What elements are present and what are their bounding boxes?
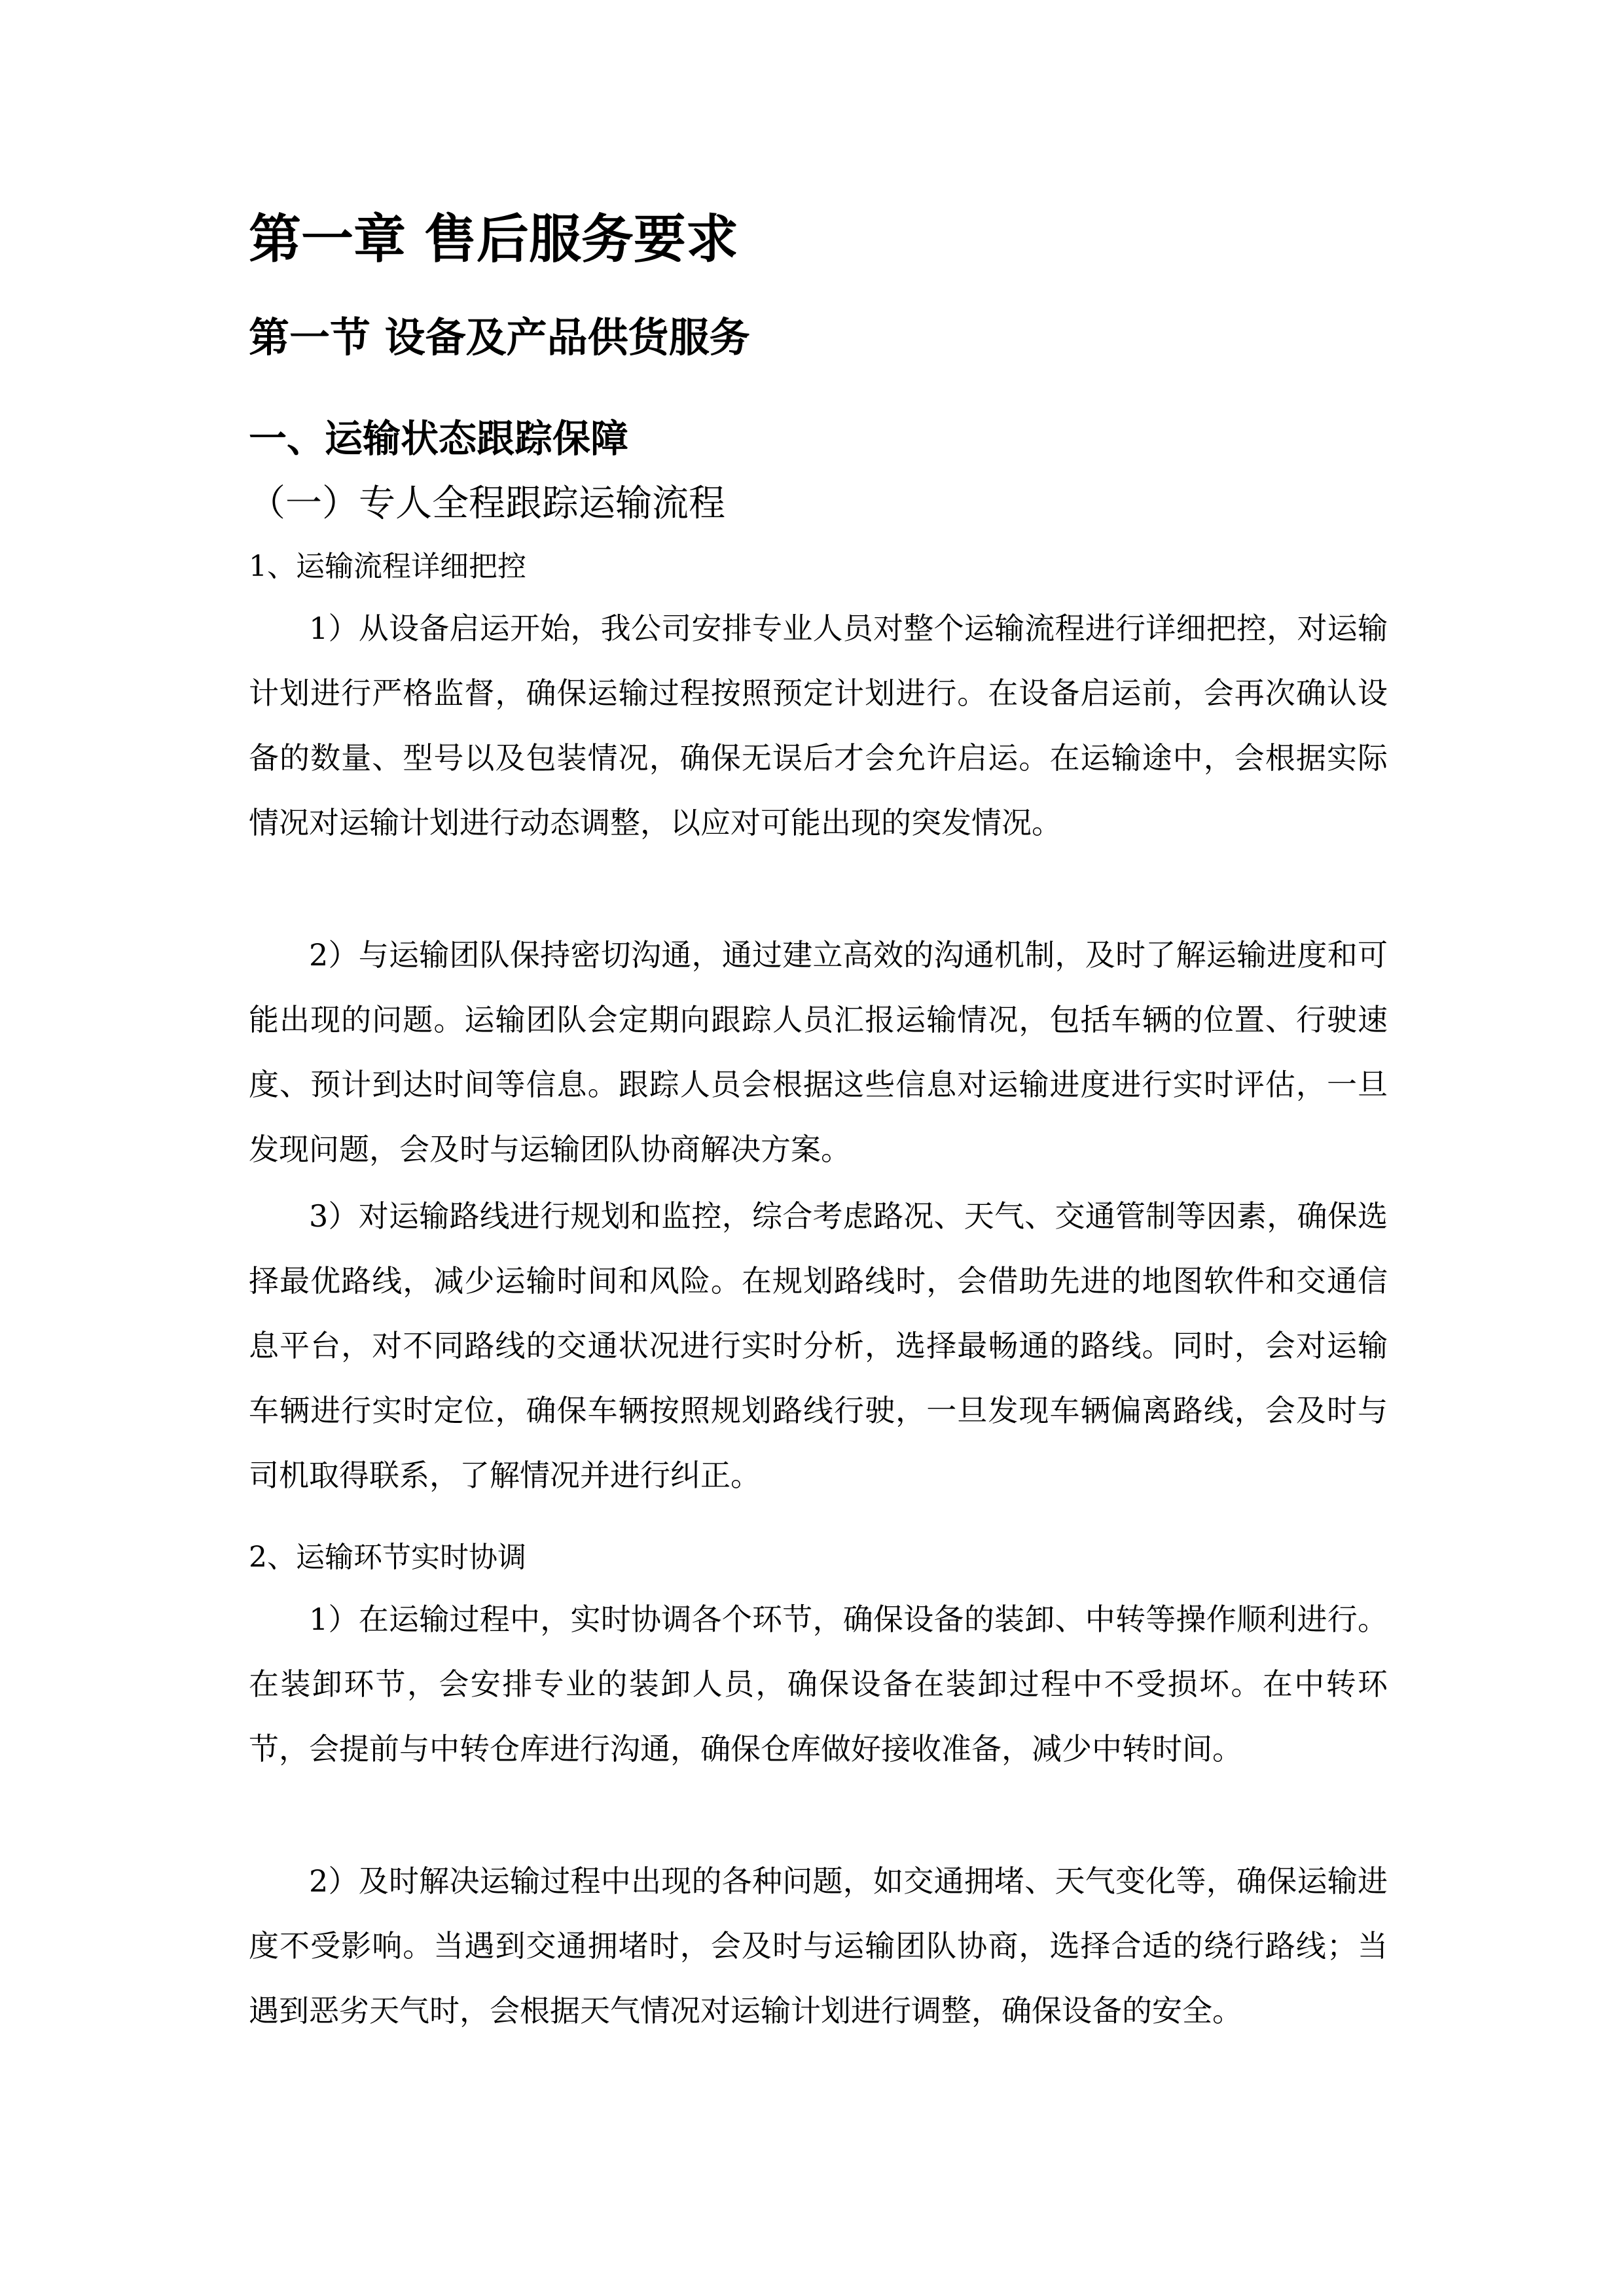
subpart-title: （一）专人全程跟踪运输流程 [249,482,725,525]
paragraph: 1）在运输过程中，实时协调各个环节，确保设备的装卸、中转等操作顺利进行。在装卸环节，会安排专业的装卸人员，确保设备在装卸过程中不受损坏。在中转环节，会提前与中转仓库进行沟通，确保仓库做好接收准备，减少中转时间。 [249,1602,1388,1767]
paragraph: 1）从设备启运开始，我公司安排专业人员对整个运输流程进行详细把控，对运输计划进行严格监督，确保运输过程按照预定计划进行。在设备启运前，会再次确认设备的数量、型号以及包装情况，确保无误后才会允许启运。在运输途中，会根据实际情况对运输计划进行动态调整，以应对可能出现的突发情况。 [249,611,1388,840]
part-title: 一、运输状态跟踪保障 [249,416,629,461]
item-heading-transport-coordination: 2、运输环节实时协调 [249,1541,526,1574]
paragraph: 2）与运输团队保持密切沟通，通过建立高效的沟通机制，及时了解运输进度和可能出现的问题。运输团队会定期向跟踪人员汇报运输情况，包括车辆的位置、行驶速度、预计到达时间等信息。跟踪人员会根据这些信息对运输进度进行实时评估，一旦发现问题，会及时与运输团队协商解决方案。 [249,937,1388,1167]
chapter-title: 第一章 售后服务要求 [249,209,738,270]
item-heading-transport-control: 1、运输流程详细把控 [249,550,526,583]
paragraph: 2）及时解决运输过程中出现的各种问题，如交通拥堵、天气变化等，确保运输进度不受影响。当遇到交通拥堵时，会及时与运输团队协商，选择合适的绕行路线；当遇到恶劣天气时，会根据天气情况对运输计划进行调整，确保设备的安全。 [249,1863,1388,2028]
section-title: 第一节 设备及产品供货服务 [249,314,750,361]
paragraph: 3）对运输路线进行规划和监控，综合考虑路况、天气、交通管制等因素，确保选择最优路线，减少运输时间和风险。在规划路线时，会借助先进的地图软件和交通信息平台，对不同路线的交通状况进行实时分析，选择最畅通的路线。同时，会对运输车辆进行实时定位，确保车辆按照规划路线行驶，一旦发现车辆偏离路线，会及时与司机取得联系，了解情况并进行纠正。 [249,1198,1388,1493]
